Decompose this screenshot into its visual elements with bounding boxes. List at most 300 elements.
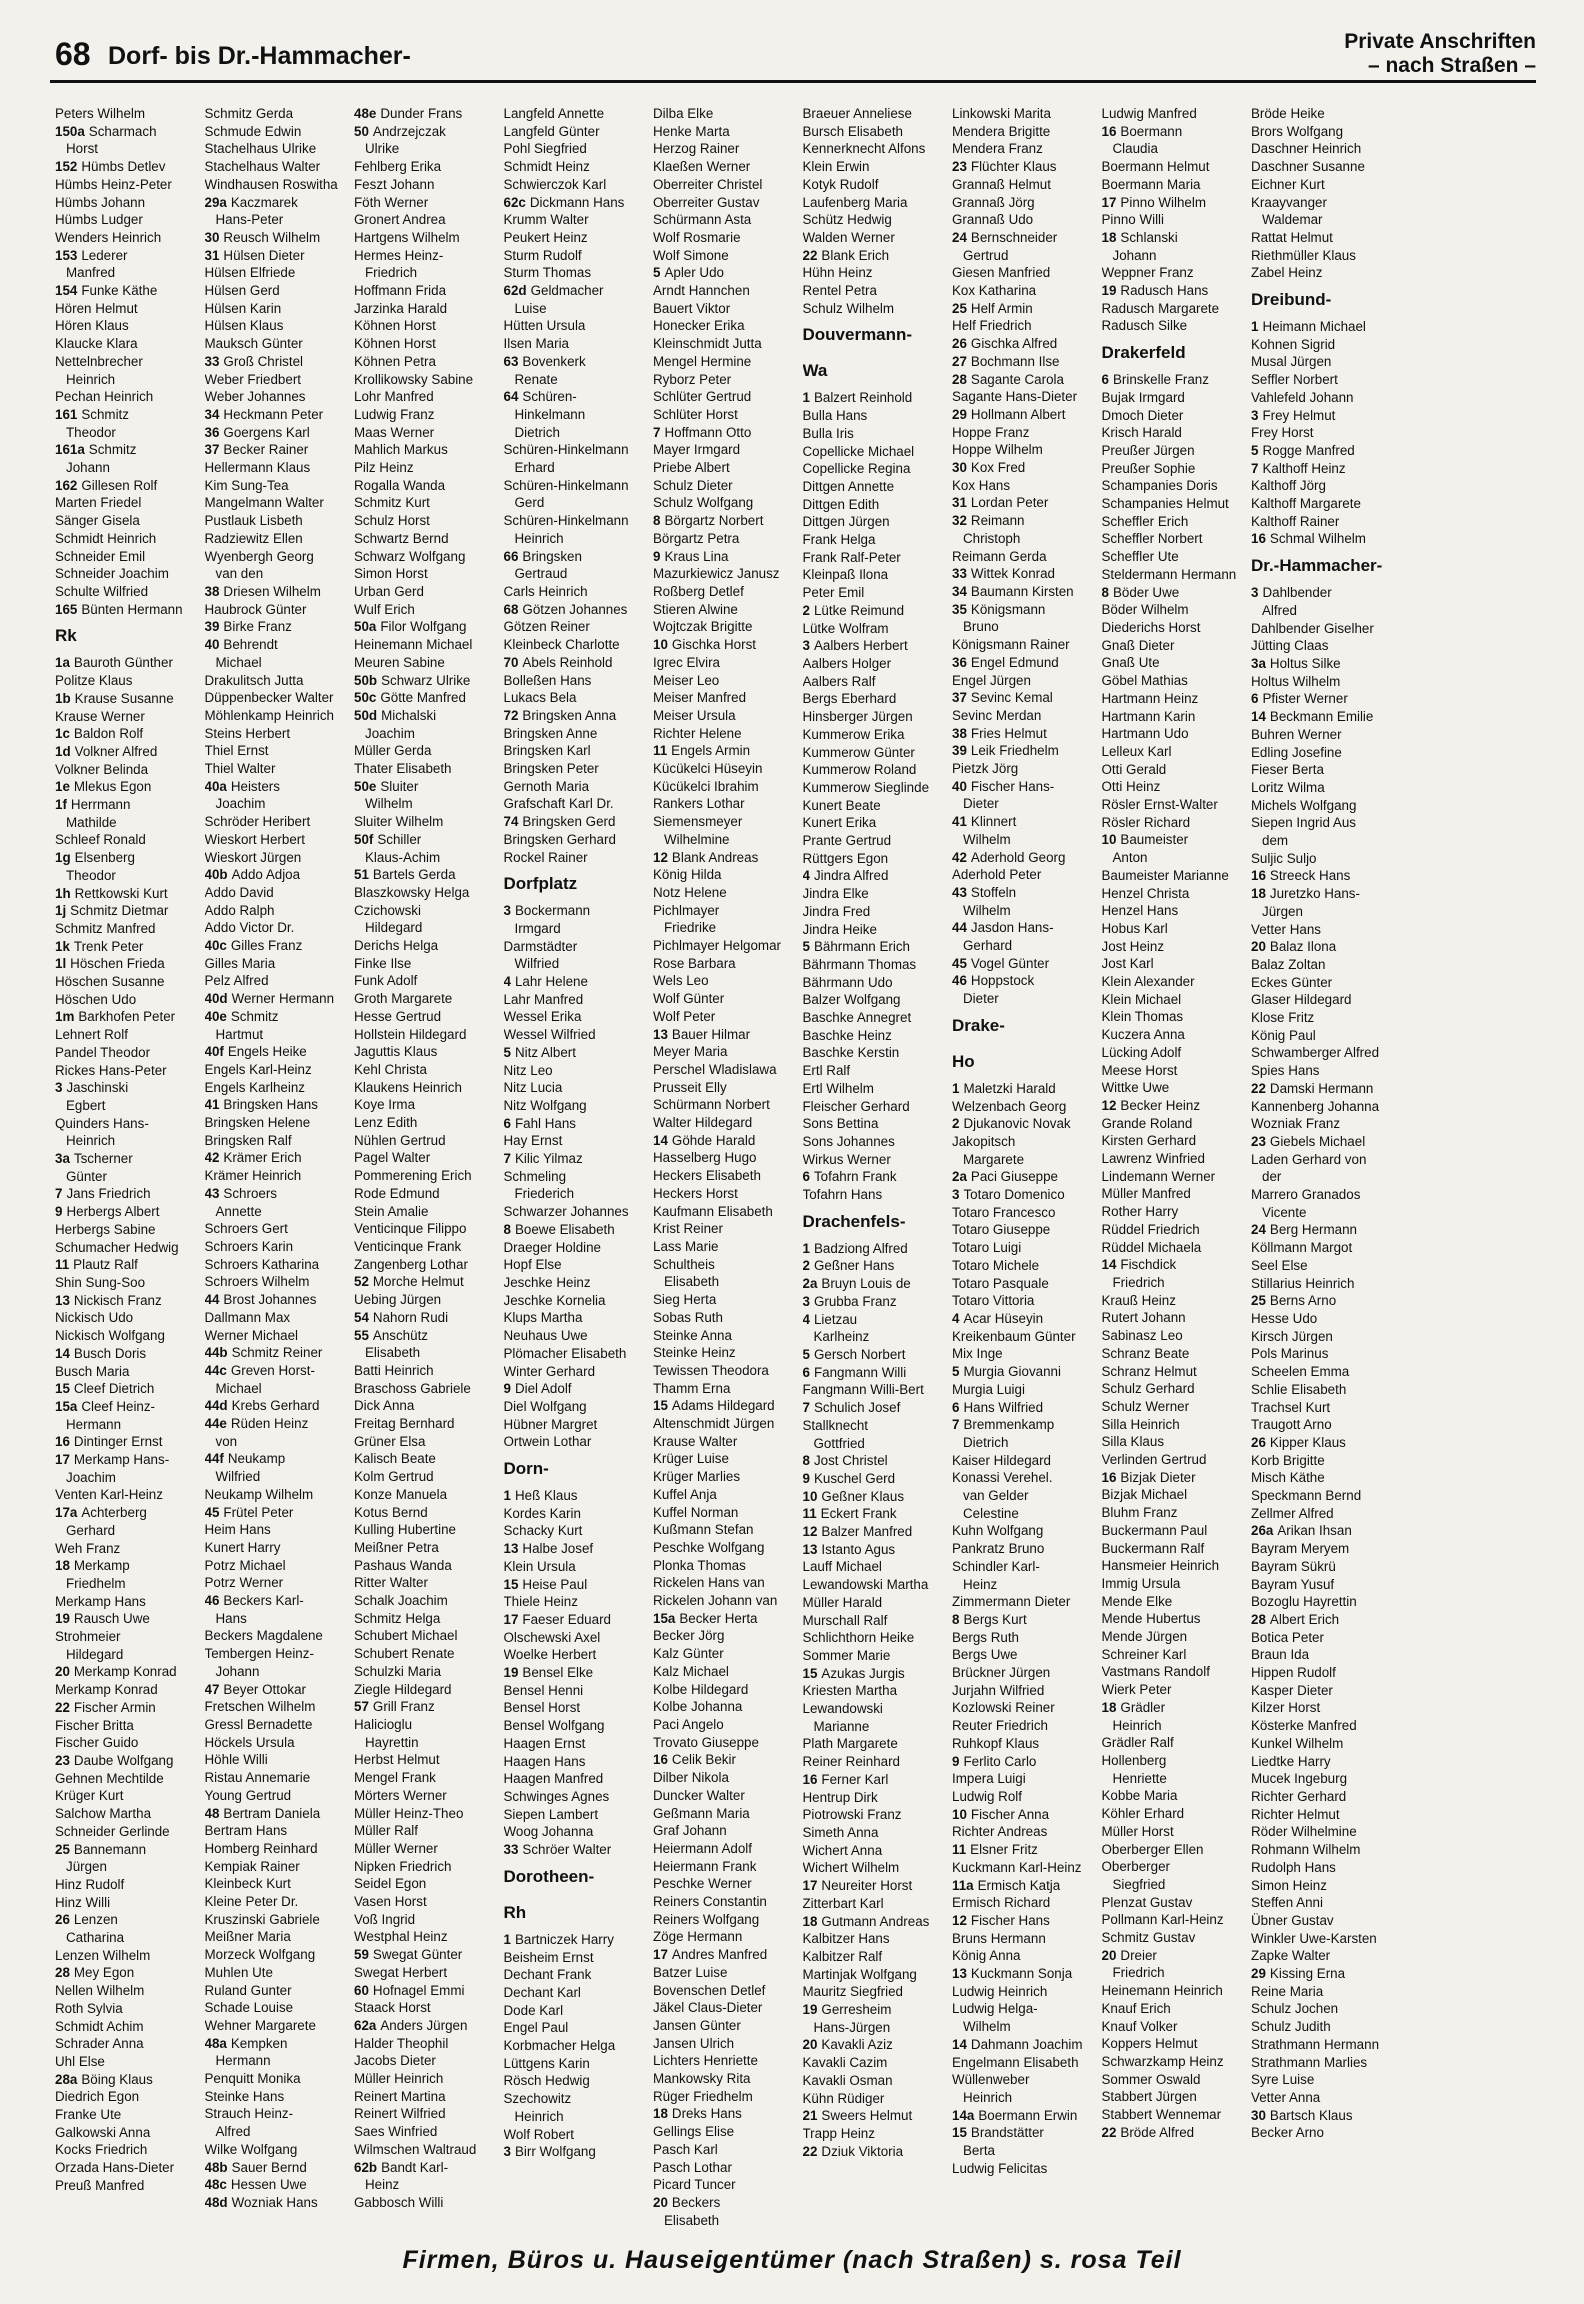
resident-entry: Kempiak Rainer xyxy=(204,1858,300,1874)
resident-entry: Addo David xyxy=(204,884,274,900)
numbered-entry xyxy=(803,1346,949,1364)
resident-entry: Steldermann Hermann xyxy=(1101,566,1237,582)
resident-entry: Rentel Petra xyxy=(802,283,877,299)
numbered-entry xyxy=(205,353,351,371)
resident-entry: Fangmann Willi-Bert xyxy=(802,1382,924,1398)
resident-entry: Kalthoff Rainer xyxy=(1251,513,1340,529)
resident-entry: Mende Jürgen xyxy=(1101,1629,1188,1645)
numbered-entry xyxy=(205,1043,351,1061)
house-number: 161a xyxy=(55,442,85,458)
house-number: 153 xyxy=(55,247,78,263)
resident-entry: Kirsch Jürgen xyxy=(1251,1328,1333,1344)
resident-entry: Westphal Heinz xyxy=(354,1929,448,1945)
resident-entry: Kulling Hubertine xyxy=(354,1522,456,1538)
numbered-entry xyxy=(803,1488,949,1506)
numbered-entry xyxy=(55,247,201,265)
house-number: 17 xyxy=(1101,194,1117,210)
entry-continuation: Hermann xyxy=(66,1416,122,1432)
resident-entry: Gnaß Dieter xyxy=(1101,637,1175,653)
resident-name: Bochmann Ilse xyxy=(970,353,1060,369)
resident-entry: Hoffmann Frida xyxy=(354,283,447,299)
resident-entry: Bauert Viktor xyxy=(653,300,731,316)
numbered-entry xyxy=(504,1611,650,1629)
house-number: 3 xyxy=(503,2144,511,2160)
house-number: 22 xyxy=(1251,1080,1266,1096)
resident-entry: Zellmer Alfred xyxy=(1251,1505,1334,1521)
numbered-entry xyxy=(803,2001,949,2019)
resident-name: Beckers xyxy=(671,2194,721,2210)
resident-name: Dreks Hans xyxy=(671,2106,742,2122)
resident-entry: Wirkus Werner xyxy=(802,1151,891,1167)
resident-entry: Busch Maria xyxy=(55,1363,130,1379)
resident-entry: Stabbert Wennemar xyxy=(1101,2107,1222,2123)
house-number: 62b xyxy=(354,2159,378,2175)
numbered-entry xyxy=(504,282,650,300)
resident-entry: Linkowski Marita xyxy=(952,106,1051,121)
numbered-entry xyxy=(354,2017,500,2035)
resident-entry: Woelke Herbert xyxy=(503,1647,597,1663)
resident-entry: Sommer Oswald xyxy=(1101,2071,1201,2087)
street-heading: Drachenfels- xyxy=(802,1211,906,1231)
resident-entry: Volkner Belinda xyxy=(55,761,149,777)
resident-name: Dickmann Hans xyxy=(529,194,625,210)
entry-continuation: van Gelder xyxy=(963,1488,1029,1504)
resident-name: Bensel Elke xyxy=(522,1665,594,1681)
house-number: 44b xyxy=(204,1345,228,1361)
entry-continuation: Waldemar xyxy=(1262,212,1323,228)
resident-name: Goergens Karl xyxy=(223,424,310,440)
numbered-entry xyxy=(55,902,201,920)
numbered-entry xyxy=(354,689,500,707)
resident-entry: Kleinpaß Ilona xyxy=(802,567,889,583)
resident-name: Murgia Giovanni xyxy=(963,1364,1061,1380)
resident-name: Pinno Wilhelm xyxy=(1120,194,1206,210)
listing-column xyxy=(1251,105,1397,2245)
numbered-entry xyxy=(1251,1221,1397,1239)
house-number: 12 xyxy=(1101,1097,1117,1113)
resident-entry: Richter Helmut xyxy=(1251,1806,1340,1822)
resident-name: Frütel Peter xyxy=(223,1504,294,1520)
resident-entry: Koppers Helmut xyxy=(1101,2036,1198,2052)
resident-entry: Brückner Jürgen xyxy=(952,1665,1051,1681)
numbered-entry xyxy=(952,565,1098,583)
entry-continuation: Annette xyxy=(215,1203,262,1219)
numbered-entry xyxy=(354,1946,500,1964)
resident-name: Tofahrn Frank xyxy=(813,1169,897,1185)
numbered-entry xyxy=(504,1931,650,1949)
resident-entry: Laden Gerhard von xyxy=(1251,1151,1367,1167)
resident-entry: Kraayvanger xyxy=(1251,194,1327,210)
resident-name: Bandt Karl- xyxy=(381,2159,449,2175)
resident-entry: Stillarius Heinrich xyxy=(1251,1275,1355,1291)
entry-continuation: Hinkelmann xyxy=(514,406,586,422)
entry-continuation: Vicente xyxy=(1262,1204,1307,1220)
resident-entry: Weber Johannes xyxy=(204,389,306,405)
resident-entry: Lichters Henriette xyxy=(653,2053,758,2069)
resident-entry: Sobas Ruth xyxy=(653,1309,723,1325)
resident-entry: Jost Karl xyxy=(1101,956,1154,972)
resident-entry: Jindra Fred xyxy=(802,903,871,919)
resident-name: Schlanski xyxy=(1120,229,1178,245)
entry-continuation: Mathilde xyxy=(66,814,117,830)
resident-entry: Staack Horst xyxy=(354,2000,431,2016)
resident-name: Dziuk Viktoria xyxy=(821,2143,904,2159)
resident-entry: Woog Johanna xyxy=(503,1824,594,1840)
resident-entry: Hobus Karl xyxy=(1101,920,1168,936)
entry-continuation: Dieter xyxy=(963,796,999,812)
resident-name: Becker Herta xyxy=(679,1610,758,1626)
house-number: 5 xyxy=(952,1364,960,1380)
house-number: 38 xyxy=(952,725,967,741)
resident-entry: Totaro Giuseppe xyxy=(952,1222,1051,1238)
numbered-entry xyxy=(1102,831,1248,849)
resident-name: Bröde Alfred xyxy=(1120,2124,1195,2140)
resident-entry: Darmstädter xyxy=(503,938,578,954)
numbered-entry xyxy=(354,707,500,725)
house-number: 40e xyxy=(204,1008,227,1024)
house-number: 74 xyxy=(503,814,519,830)
resident-name: Schiller xyxy=(377,831,422,847)
resident-name: Bauroth Günther xyxy=(73,655,173,671)
numbered-entry xyxy=(803,1399,949,1417)
street-heading: Ho xyxy=(952,1051,975,1071)
resident-name: Lietzau xyxy=(813,1311,858,1327)
resident-entry: Strohmeier xyxy=(55,1629,121,1645)
house-number: 8 xyxy=(653,513,661,529)
resident-entry: Neuhaus Uwe xyxy=(503,1328,588,1344)
resident-entry: Totaro Vittoria xyxy=(952,1293,1035,1309)
numbered-entry xyxy=(55,955,201,973)
resident-entry: Schranz Beate xyxy=(1101,1345,1190,1361)
numbered-entry xyxy=(504,353,650,371)
numbered-entry xyxy=(803,1168,949,1186)
resident-entry: Hülsen Elfriede xyxy=(204,265,296,281)
resident-entry: Engels Karl-Heinz xyxy=(204,1061,312,1077)
numbered-entry xyxy=(1251,938,1397,956)
resident-entry: Kim Sung-Tea xyxy=(204,477,289,493)
numbered-entry xyxy=(55,1964,201,1982)
house-number: 1f xyxy=(55,797,67,813)
resident-name: Becker Heinz xyxy=(1120,1097,1201,1113)
resident-name: Balzer Manfred xyxy=(821,1524,913,1540)
resident-entry: Köhnen Horst xyxy=(354,336,436,352)
resident-entry: Schulz Jochen xyxy=(1251,2001,1339,2017)
resident-entry: Schütz Hedwig xyxy=(802,212,892,228)
numbered-entry xyxy=(803,602,949,620)
resident-entry: Sevinc Merdan xyxy=(952,707,1042,723)
numbered-entry xyxy=(205,1450,351,1468)
resident-name: Hoffmann Otto xyxy=(664,424,752,440)
house-number: 7 xyxy=(1251,460,1259,476)
resident-name: Kalthoff Heinz xyxy=(1262,460,1346,476)
entry-continuation: Joachim xyxy=(66,1469,116,1485)
house-number: 66 xyxy=(503,548,519,564)
house-number: 36 xyxy=(952,654,967,670)
house-number: 31 xyxy=(952,495,967,511)
resident-name: Dintinger Ernst xyxy=(73,1434,163,1450)
house-number: 44d xyxy=(204,1398,228,1414)
resident-name: Nahorn Rudi xyxy=(372,1309,449,1325)
numbered-entry xyxy=(205,1592,351,1610)
resident-entry: Fieser Berta xyxy=(1251,762,1324,778)
resident-entry: Sommer Marie xyxy=(802,1647,891,1663)
resident-entry: Haagen Hans xyxy=(503,1753,586,1769)
resident-entry: Kocks Friedrich xyxy=(55,2142,148,2158)
resident-entry: Diel Wolfgang xyxy=(503,1398,587,1414)
resident-entry: Rockel Rainer xyxy=(503,849,588,865)
resident-entry: Kuhn Wolfgang xyxy=(952,1523,1044,1539)
house-number: 15a xyxy=(55,1398,78,1414)
house-number: 16 xyxy=(1101,123,1117,139)
numbered-entry xyxy=(1102,1947,1248,1965)
resident-name: Schmitz xyxy=(81,406,129,422)
resident-entry: Henzel Hans xyxy=(1101,903,1179,919)
entry-continuation: Friedrich xyxy=(1112,1275,1165,1290)
resident-entry: Salchow Martha xyxy=(55,1806,152,1822)
resident-entry: Meiser Leo xyxy=(653,672,720,688)
resident-entry: Dittgen Annette xyxy=(802,478,895,494)
house-number: 1g xyxy=(55,850,71,866)
resident-entry: Boermann Maria xyxy=(1101,176,1201,192)
house-number: 1m xyxy=(55,1009,75,1025)
resident-name: Aderhold Georg xyxy=(970,849,1066,865)
page-number: 68 xyxy=(55,36,91,72)
resident-entry: Schulzki Maria xyxy=(354,1663,442,1679)
resident-name: Ermisch Katja xyxy=(977,1877,1061,1893)
resident-entry: Hören Klaus xyxy=(55,318,129,334)
resident-entry: Schmeling xyxy=(503,1168,567,1184)
street-heading: Dreibund- xyxy=(1251,290,1332,310)
numbered-entry xyxy=(55,796,201,814)
numbered-entry xyxy=(504,1841,650,1859)
resident-entry: Schmitz Gerda xyxy=(204,106,294,121)
resident-entry: Wenders Heinrich xyxy=(55,229,162,245)
house-number: 50c xyxy=(354,690,377,706)
resident-entry: Schlüter Horst xyxy=(653,406,738,422)
resident-entry: Mengel Frank xyxy=(354,1770,436,1786)
resident-name: Andres Manfred xyxy=(671,1947,768,1963)
resident-entry: Haagen Ernst xyxy=(503,1735,586,1751)
resident-name: Sauer Bernd xyxy=(231,2159,307,2175)
street-heading: Douvermann- xyxy=(802,325,913,345)
resident-name: Bringsken Gerd xyxy=(522,814,616,830)
resident-entry: Sieg Herta xyxy=(653,1292,717,1308)
resident-entry: Weh Franz xyxy=(55,1540,121,1556)
resident-entry: Kozlowski Reiner xyxy=(952,1700,1055,1716)
resident-entry: Bujak Irmgard xyxy=(1101,389,1185,405)
resident-entry: Reine Maria xyxy=(1251,1983,1324,1999)
numbered-entry xyxy=(803,1240,949,1258)
resident-entry: Schwamberger Alfred xyxy=(1251,1045,1380,1061)
house-number: 45 xyxy=(204,1504,220,1520)
house-number: 3 xyxy=(1251,407,1259,423)
house-number: 16 xyxy=(802,1771,818,1787)
resident-entry: Kummerow Roland xyxy=(802,762,917,778)
resident-entry: Suljic Suljo xyxy=(1251,850,1317,866)
house-number: 1 xyxy=(1251,319,1259,335)
resident-entry: Dechant Karl xyxy=(503,1984,581,2000)
resident-name: Beckmann Emilie xyxy=(1269,709,1374,725)
resident-name: Bremmenkamp xyxy=(963,1417,1055,1433)
resident-entry: Kücükelci Ibrahim xyxy=(653,778,759,794)
resident-entry: Bursch Elisabeth xyxy=(802,123,903,139)
resident-entry: Schulz Wilhelm xyxy=(802,300,895,316)
resident-entry: Göbel Mathias xyxy=(1101,673,1188,689)
resident-entry: Richter Gerhard xyxy=(1251,1788,1347,1804)
numbered-entry xyxy=(55,1079,201,1097)
resident-entry: Homberg Reinhard xyxy=(204,1840,318,1856)
resident-entry: Wels Leo xyxy=(653,973,709,989)
resident-name: Volkner Alfred xyxy=(74,743,158,759)
house-number: 26 xyxy=(952,336,967,352)
entry-continuation: Manfred xyxy=(66,265,116,281)
resident-entry: Botica Peter xyxy=(1251,1629,1324,1645)
resident-name: Bernschneider xyxy=(970,229,1058,245)
house-number: 3 xyxy=(802,638,810,654)
house-number: 54 xyxy=(354,1309,369,1325)
house-number: 15 xyxy=(503,1576,519,1592)
resident-entry: Schumacher Hedwig xyxy=(55,1239,179,1255)
resident-name: Sevinc Kemal xyxy=(970,690,1053,706)
resident-entry: Schlüter Gertrud xyxy=(653,389,752,405)
resident-entry: Kobbe Maria xyxy=(1101,1788,1178,1804)
entry-continuation: Heinz xyxy=(963,1576,998,1592)
resident-name: Dreier xyxy=(1120,1947,1157,1963)
numbered-entry xyxy=(504,1115,650,1133)
resident-entry: Ertl Wilhelm xyxy=(802,1080,874,1096)
resident-name: Merkamp Hans- xyxy=(73,1452,170,1468)
resident-entry: Höschen Udo xyxy=(55,991,137,1007)
resident-entry: Kösterke Manfred xyxy=(1251,1718,1357,1734)
resident-entry: Grüner Elsa xyxy=(354,1433,426,1449)
resident-entry: Heinemann Michael xyxy=(354,637,473,653)
house-number: 22 xyxy=(802,247,818,263)
resident-entry: Wyenbergh Georg xyxy=(204,548,314,564)
resident-entry: Jaguttis Klaus xyxy=(354,1044,438,1060)
resident-entry: Radusch Silke xyxy=(1101,318,1188,334)
resident-name: Funke Käthe xyxy=(81,283,158,299)
resident-entry: Bulla Hans xyxy=(802,408,868,424)
resident-entry: Fischer Guido xyxy=(55,1735,139,1751)
resident-entry: Bringsken Peter xyxy=(503,761,599,777)
resident-entry: Dilba Elke xyxy=(653,106,714,121)
house-number: 28 xyxy=(952,371,967,387)
house-number: 15a xyxy=(653,1610,676,1626)
resident-entry: Venticinque Frank xyxy=(354,1239,462,1254)
house-number: 19 xyxy=(55,1611,70,1627)
numbered-entry xyxy=(1251,867,1397,885)
numbered-entry xyxy=(354,1982,500,2000)
resident-name: Nitz Albert xyxy=(514,1044,576,1060)
numbered-entry xyxy=(55,1557,201,1575)
resident-entry: Engels Karlheinz xyxy=(204,1079,305,1095)
house-number: 40 xyxy=(204,637,220,653)
resident-entry: Pichlmayer Helgomar xyxy=(653,938,781,954)
entry-continuation: Gertrud xyxy=(963,247,1009,263)
numbered-entry xyxy=(803,2143,949,2161)
house-number: 57 xyxy=(354,1699,369,1715)
resident-entry: Stallknecht xyxy=(802,1417,869,1433)
house-number: 8 xyxy=(802,1453,810,1469)
numbered-entry xyxy=(205,778,351,796)
entry-continuation: Gottfried xyxy=(813,1435,865,1451)
resident-entry: Jeschke Kornelia xyxy=(503,1292,606,1308)
house-number: 19 xyxy=(1101,283,1117,299)
resident-entry: Köllmann Margot xyxy=(1251,1240,1353,1256)
resident-entry: Bröde Heike xyxy=(1251,106,1325,121)
house-number: 21 xyxy=(802,2108,818,2124)
resident-entry: Möhlenkamp Heinrich xyxy=(204,707,334,723)
resident-entry: Riethmüller Klaus xyxy=(1251,247,1356,263)
numbered-entry xyxy=(653,636,799,654)
numbered-entry xyxy=(205,990,351,1008)
resident-entry: Bringsken Helene xyxy=(204,1115,311,1131)
resident-entry: Hartgens Wilhelm xyxy=(354,229,460,245)
resident-entry: Becker Jörg xyxy=(653,1628,725,1644)
resident-entry: Kohnen Sigrid xyxy=(1251,336,1336,352)
house-number: 47 xyxy=(204,1681,220,1697)
resident-entry: Pohl Siegfried xyxy=(503,141,587,157)
resident-entry: Schneider Gerlinde xyxy=(55,1823,170,1839)
numbered-entry xyxy=(952,1877,1098,1895)
numbered-entry xyxy=(1251,708,1397,726)
resident-entry: Sänger Gisela xyxy=(55,513,140,529)
numbered-entry xyxy=(55,601,201,619)
resident-entry: Wolf Rosmarie xyxy=(653,229,741,245)
resident-entry: Buckermann Ralf xyxy=(1101,1540,1205,1556)
numbered-entry xyxy=(55,849,201,867)
resident-name: Rüden Heinz xyxy=(230,1416,309,1432)
entry-continuation: Wilhelm xyxy=(963,902,1011,918)
resident-entry: Gnaß Ute xyxy=(1101,655,1160,671)
entry-continuation: Gerhard xyxy=(963,938,1013,954)
numbered-entry xyxy=(1251,1611,1397,1629)
resident-entry: Rankers Lothar xyxy=(653,796,745,812)
resident-name: Fischdick xyxy=(1120,1257,1177,1273)
resident-name: Abels Reinhold xyxy=(522,654,613,670)
resident-name: Apler Udo xyxy=(664,265,724,281)
numbered-entry xyxy=(952,1912,1098,1930)
house-number: 23 xyxy=(1251,1133,1266,1149)
numbered-entry xyxy=(1102,584,1248,602)
numbered-entry xyxy=(55,1185,201,1203)
resident-entry: Nickisch Udo xyxy=(55,1310,134,1326)
resident-entry: Pasch Lothar xyxy=(653,2159,732,2175)
resident-entry: Ristau Annemarie xyxy=(204,1770,311,1786)
numbered-entry xyxy=(803,1771,949,1789)
numbered-entry xyxy=(952,512,1098,530)
resident-entry: Beckers Magdalene xyxy=(204,1628,323,1644)
entry-continuation: Wilhelm xyxy=(365,796,413,812)
numbered-entry xyxy=(803,1257,949,1275)
resident-entry: Röder Wilhelmine xyxy=(1251,1824,1357,1840)
resident-entry: Aalbers Ralf xyxy=(802,673,876,689)
resident-entry: Rösch Hedwig xyxy=(503,2073,590,2089)
resident-entry: Diederichs Horst xyxy=(1101,619,1201,635)
numbered-entry xyxy=(952,371,1098,389)
resident-entry: Uebing Jürgen xyxy=(354,1292,442,1308)
resident-entry: Wehner Margarete xyxy=(204,2017,316,2033)
house-number: 40c xyxy=(204,938,227,954)
resident-entry: Trachsel Kurt xyxy=(1251,1399,1331,1415)
resident-entry: Sturm Thomas xyxy=(503,265,592,281)
numbered-entry xyxy=(205,866,351,884)
resident-name: Fischer Armin xyxy=(73,1699,156,1715)
resident-name: Höschen Frieda xyxy=(70,956,165,972)
resident-entry: Schüren-Hinkelmann xyxy=(503,513,629,529)
entry-continuation: Dietrich xyxy=(963,1434,1009,1450)
numbered-entry xyxy=(952,1611,1098,1629)
